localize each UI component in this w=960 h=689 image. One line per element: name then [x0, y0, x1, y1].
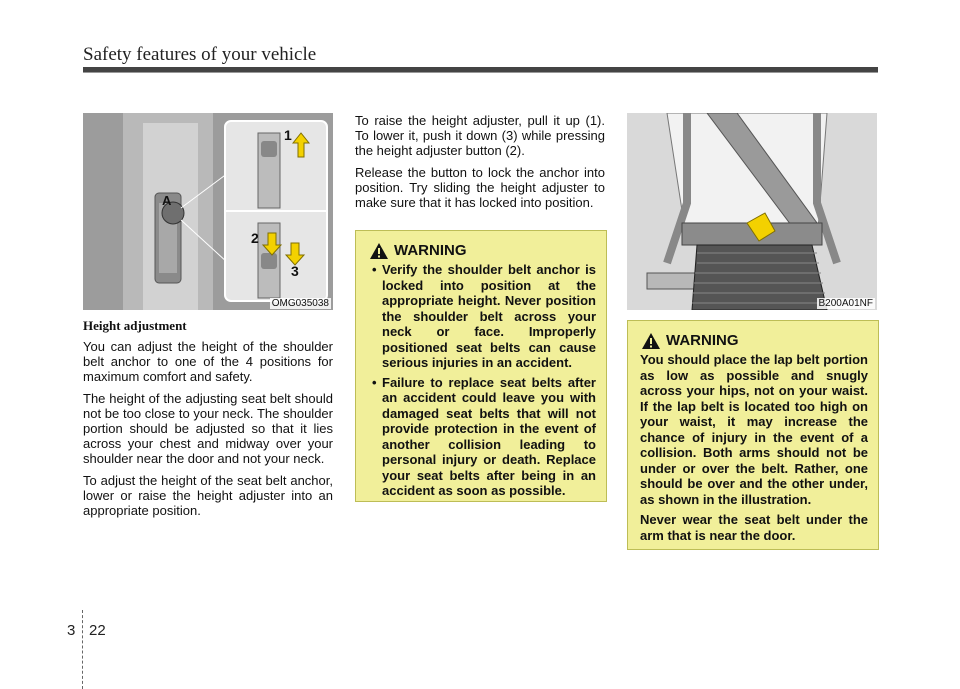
paragraph: The height of the adjusting seat belt should not be too close to your neck. The shoulder portion should be adjusted so that it lies across your chest and midway over your shoulder near the door and not your neck. — [83, 391, 333, 466]
warning-paragraph: Never wear the seat belt under the arm that is near the door. — [640, 512, 868, 543]
warning-item: • Failure to replace seat belts after an accident could leave you with damaged seat belts that will not provide protection in the event of another collision leading to personal injury or death. Replace your seat belts after being in an accident as soon as possible. — [372, 375, 596, 499]
header-title: Safety features of your vehicle — [83, 44, 317, 65]
left-column — [83, 318, 333, 525]
figure-code: B200A01NF — [818, 298, 873, 309]
figure-code: OMG035038 — [271, 298, 329, 309]
warning-header — [370, 243, 606, 259]
header-rule-thin — [83, 72, 878, 73]
middle-column — [355, 113, 605, 217]
lap-belt-illustration — [627, 113, 877, 310]
warning-title: WARNING — [666, 332, 739, 350]
warning-box — [355, 230, 607, 502]
figure-lap-belt — [627, 113, 877, 310]
paragraph: To raise the height adjuster, pull it up (1). To lower it, push it down (3) while pressing the height adjuster button (2). — [355, 113, 605, 158]
warning-paragraph: You should place the lap belt portion as low as possible and snugly across your hips, not on your waist. If the lap belt is located too high on your waist, it may increase the chance of injury in the event of a collision. Both arms should not be under or over the belt. Rather, one should be over and the other under, as shown in the illustration. — [640, 352, 868, 507]
warning-triangle-icon — [642, 333, 660, 349]
page-divider — [82, 610, 83, 689]
chapter-number: 3 — [67, 622, 76, 639]
figure-label-2: 2 — [251, 230, 259, 246]
section-heading: Height adjustment — [83, 318, 187, 333]
warning-title: WARNING — [394, 242, 467, 260]
figure-label-1: 1 — [284, 127, 292, 143]
height-adjuster-illustration — [83, 113, 333, 310]
warning-box — [627, 320, 879, 550]
warning-item: • Verify the shoulder belt anchor is locked into position at the appropriate height. Never position the shoulder belt across your neck or face. Improperly positioned seat belts can cause serious injuries in an accident. — [372, 262, 596, 371]
paragraph: Release the button to lock the anchor into position. Try sliding the height adjuster to make sure that it has locked into position. — [355, 165, 605, 210]
figure-height-adjuster — [83, 113, 333, 310]
paragraph: You can adjust the height of the shoulder belt anchor to one of the 4 positions for maximum comfort and safety. — [83, 339, 333, 384]
warning-list — [356, 262, 606, 499]
figure-label-3: 3 — [291, 263, 299, 279]
warning-triangle-icon — [370, 243, 388, 259]
warning-header — [642, 333, 878, 349]
page-number: 22 — [89, 622, 106, 639]
figure-label-a: A — [162, 193, 172, 208]
paragraph: To adjust the height of the seat belt anchor, lower or raise the height adjuster into an appropriate position. — [83, 473, 333, 518]
